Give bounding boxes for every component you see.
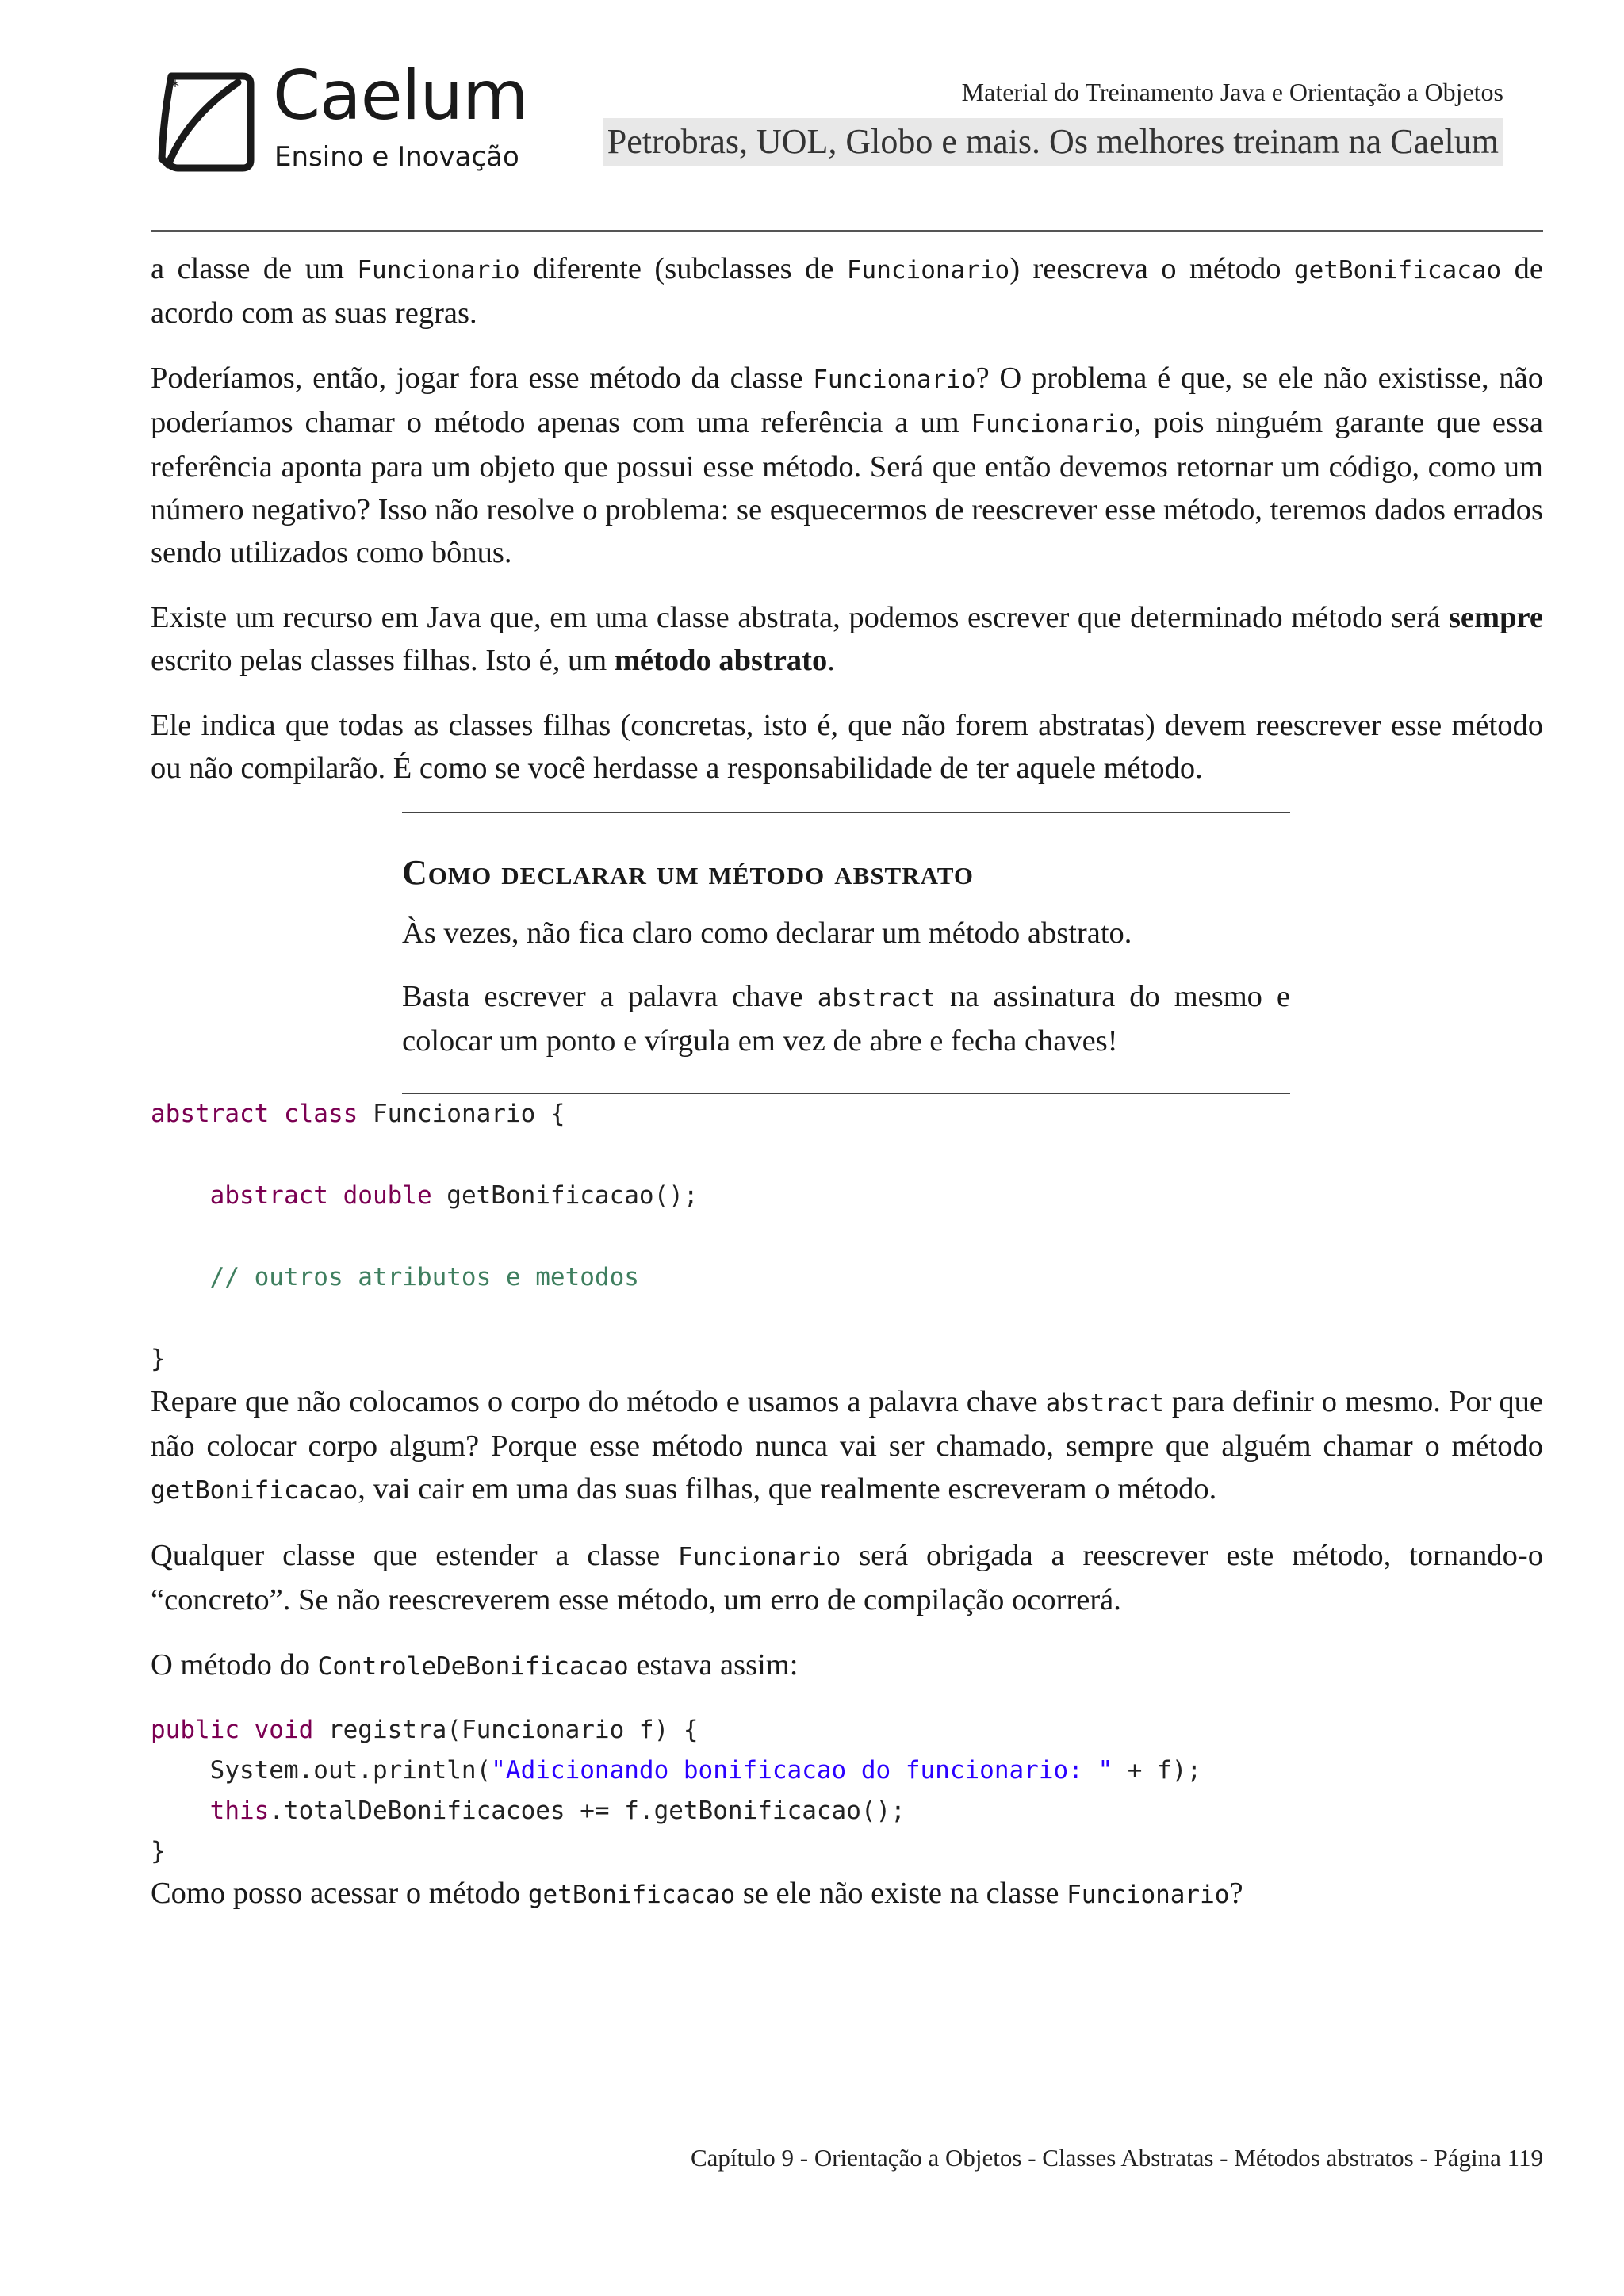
text: para definir o mesmo. Por que não colocar corpo algum? Porque esse método nunca vai ser chamado, sempre que alguém chamar o método (151, 1384, 1544, 1463)
callout-title: Como declarar um método abstrato (402, 853, 974, 892)
paragraph (151, 1872, 1543, 1916)
text: Como posso acessar o método (151, 1876, 528, 1910)
text: Existe um recurso em Java que, em uma classe abstrata, podemos escrever que determinado método será (151, 601, 1449, 634)
inline-code: Funcionario (813, 365, 976, 394)
text: , vai cair em uma das suas filhas, que realmente escreveram o método. (358, 1471, 1217, 1506)
text: , pois ninguém garante que essa referência aponta para um objeto que possui esse método. Será que então devemos retornar um código, como um número negativo? Isso não resolve o problema: se esquecermos de reescrever esse método, teremos dados errados sendo utilizados como bônus. (151, 406, 1543, 569)
caelum-logo (155, 56, 528, 179)
code-string: "Adicionando bonificacao do funcionario: " (491, 1755, 1113, 1785)
inline-code: ControleDeBonificacao (317, 1651, 629, 1681)
svg-text:*: * (171, 77, 179, 96)
paragraph: Ele indica que todas as classes filhas (concretas, isto é, que não forem abstratas) devem reescrever esse método ou não compilarão. É como se você herdasse a responsabilidade de ter aquele método. (151, 709, 1543, 785)
paragraph (151, 596, 1543, 682)
inline-code: Funcionario (971, 410, 1134, 438)
code-text: System.out.println( (209, 1755, 492, 1785)
logo-name: Caelum (273, 56, 528, 136)
header-title: Material do Treinamento Java e Orientação a Objetos (961, 78, 1503, 106)
code-keyword: abstract class (151, 1100, 358, 1128)
code-text: + f); (1113, 1755, 1202, 1785)
text: ? O problema é que, se ele não existisse, não poderíamos chamar o método apenas com uma referência a um (151, 362, 1543, 439)
text: Repare que não colocamos o corpo do método e usamos a palavra chave (151, 1384, 1046, 1418)
code-keyword: public void (151, 1715, 314, 1744)
code-text: Funcionario { (358, 1100, 565, 1128)
code-block (151, 1710, 1543, 1872)
text: Basta escrever a palavra chave (402, 980, 818, 1013)
code-text: getBonificacao(); (431, 1181, 699, 1210)
page-footer: Capítulo 9 - Orientação a Objetos - Classes Abstratas - Métodos abstratos - Página 119 (690, 2144, 1543, 2172)
code-text: registra(Funcionario f) { (313, 1715, 699, 1744)
text: . (827, 644, 835, 677)
inline-code: getBonificacao (1293, 256, 1502, 285)
text: diferente (subclasses de (519, 252, 847, 285)
text: a classe de um (151, 252, 358, 285)
header-divider (151, 230, 1543, 232)
text: na assinatura do mesmo e colocar um ponto e vírgula em vez de abre e fecha chaves! (402, 980, 1290, 1058)
inline-code: Funcionario (678, 1542, 841, 1571)
inline-code: abstract (817, 984, 936, 1012)
text: Qualquer classe que estender a classe (151, 1538, 679, 1572)
callout-paragraph: Às vezes, não fica claro como declarar um método abstrato. (402, 916, 1132, 950)
inline-code: Funcionario (1067, 1880, 1230, 1909)
paragraph (151, 1644, 1543, 1688)
inline-code: getBonificacao (527, 1880, 736, 1909)
text: de acordo com as suas regras. (151, 252, 1543, 330)
code-keyword: this (209, 1796, 270, 1825)
text: se ele não existe na classe (735, 1876, 1067, 1910)
logo-tagline: Ensino e Inovação (274, 141, 519, 173)
inline-code: getBonificacao (151, 1475, 358, 1505)
code-block (151, 1094, 1543, 1380)
callout-box (402, 812, 1290, 1094)
callout-paragraph (402, 975, 1290, 1062)
code-keyword: abstract double (209, 1181, 432, 1210)
code-comment: // outros atributos e metodos (209, 1263, 639, 1292)
inline-code: abstract (1045, 1388, 1164, 1418)
code-text: } (151, 1345, 166, 1373)
header-banner: Petrobras, UOL, Globo e mais. Os melhores treinam na Caelum (603, 118, 1503, 166)
page-header (603, 78, 1503, 166)
code-text: } (151, 1836, 166, 1866)
text: O método do (151, 1647, 318, 1682)
caelum-logo-icon (155, 70, 257, 174)
paragraph (151, 357, 1543, 574)
inline-code: Funcionario (357, 256, 520, 285)
page-content (151, 247, 1543, 1938)
bold-text: método abstrato (614, 644, 828, 677)
text: será obrigada a reescrever este método, tornando-o “concreto”. Se não reescreverem esse método, um erro de compilação ocorrerá. (151, 1538, 1543, 1617)
text: escrito pelas classes filhas. Isto é, um (151, 644, 615, 677)
paragraph (151, 247, 1543, 335)
text: ? (1229, 1876, 1243, 1910)
code-text: .totalDeBonificacoes += f.getBonificacao(); (269, 1796, 906, 1825)
paragraph (151, 1534, 1543, 1621)
bold-text: sempre (1448, 601, 1543, 634)
text: estava assim: (628, 1647, 799, 1682)
text: Poderíamos, então, jogar fora esse método da classe (151, 362, 814, 395)
paragraph (151, 1380, 1543, 1512)
text: ) reescreva o método (1009, 252, 1294, 285)
inline-code: Funcionario (846, 256, 1010, 285)
